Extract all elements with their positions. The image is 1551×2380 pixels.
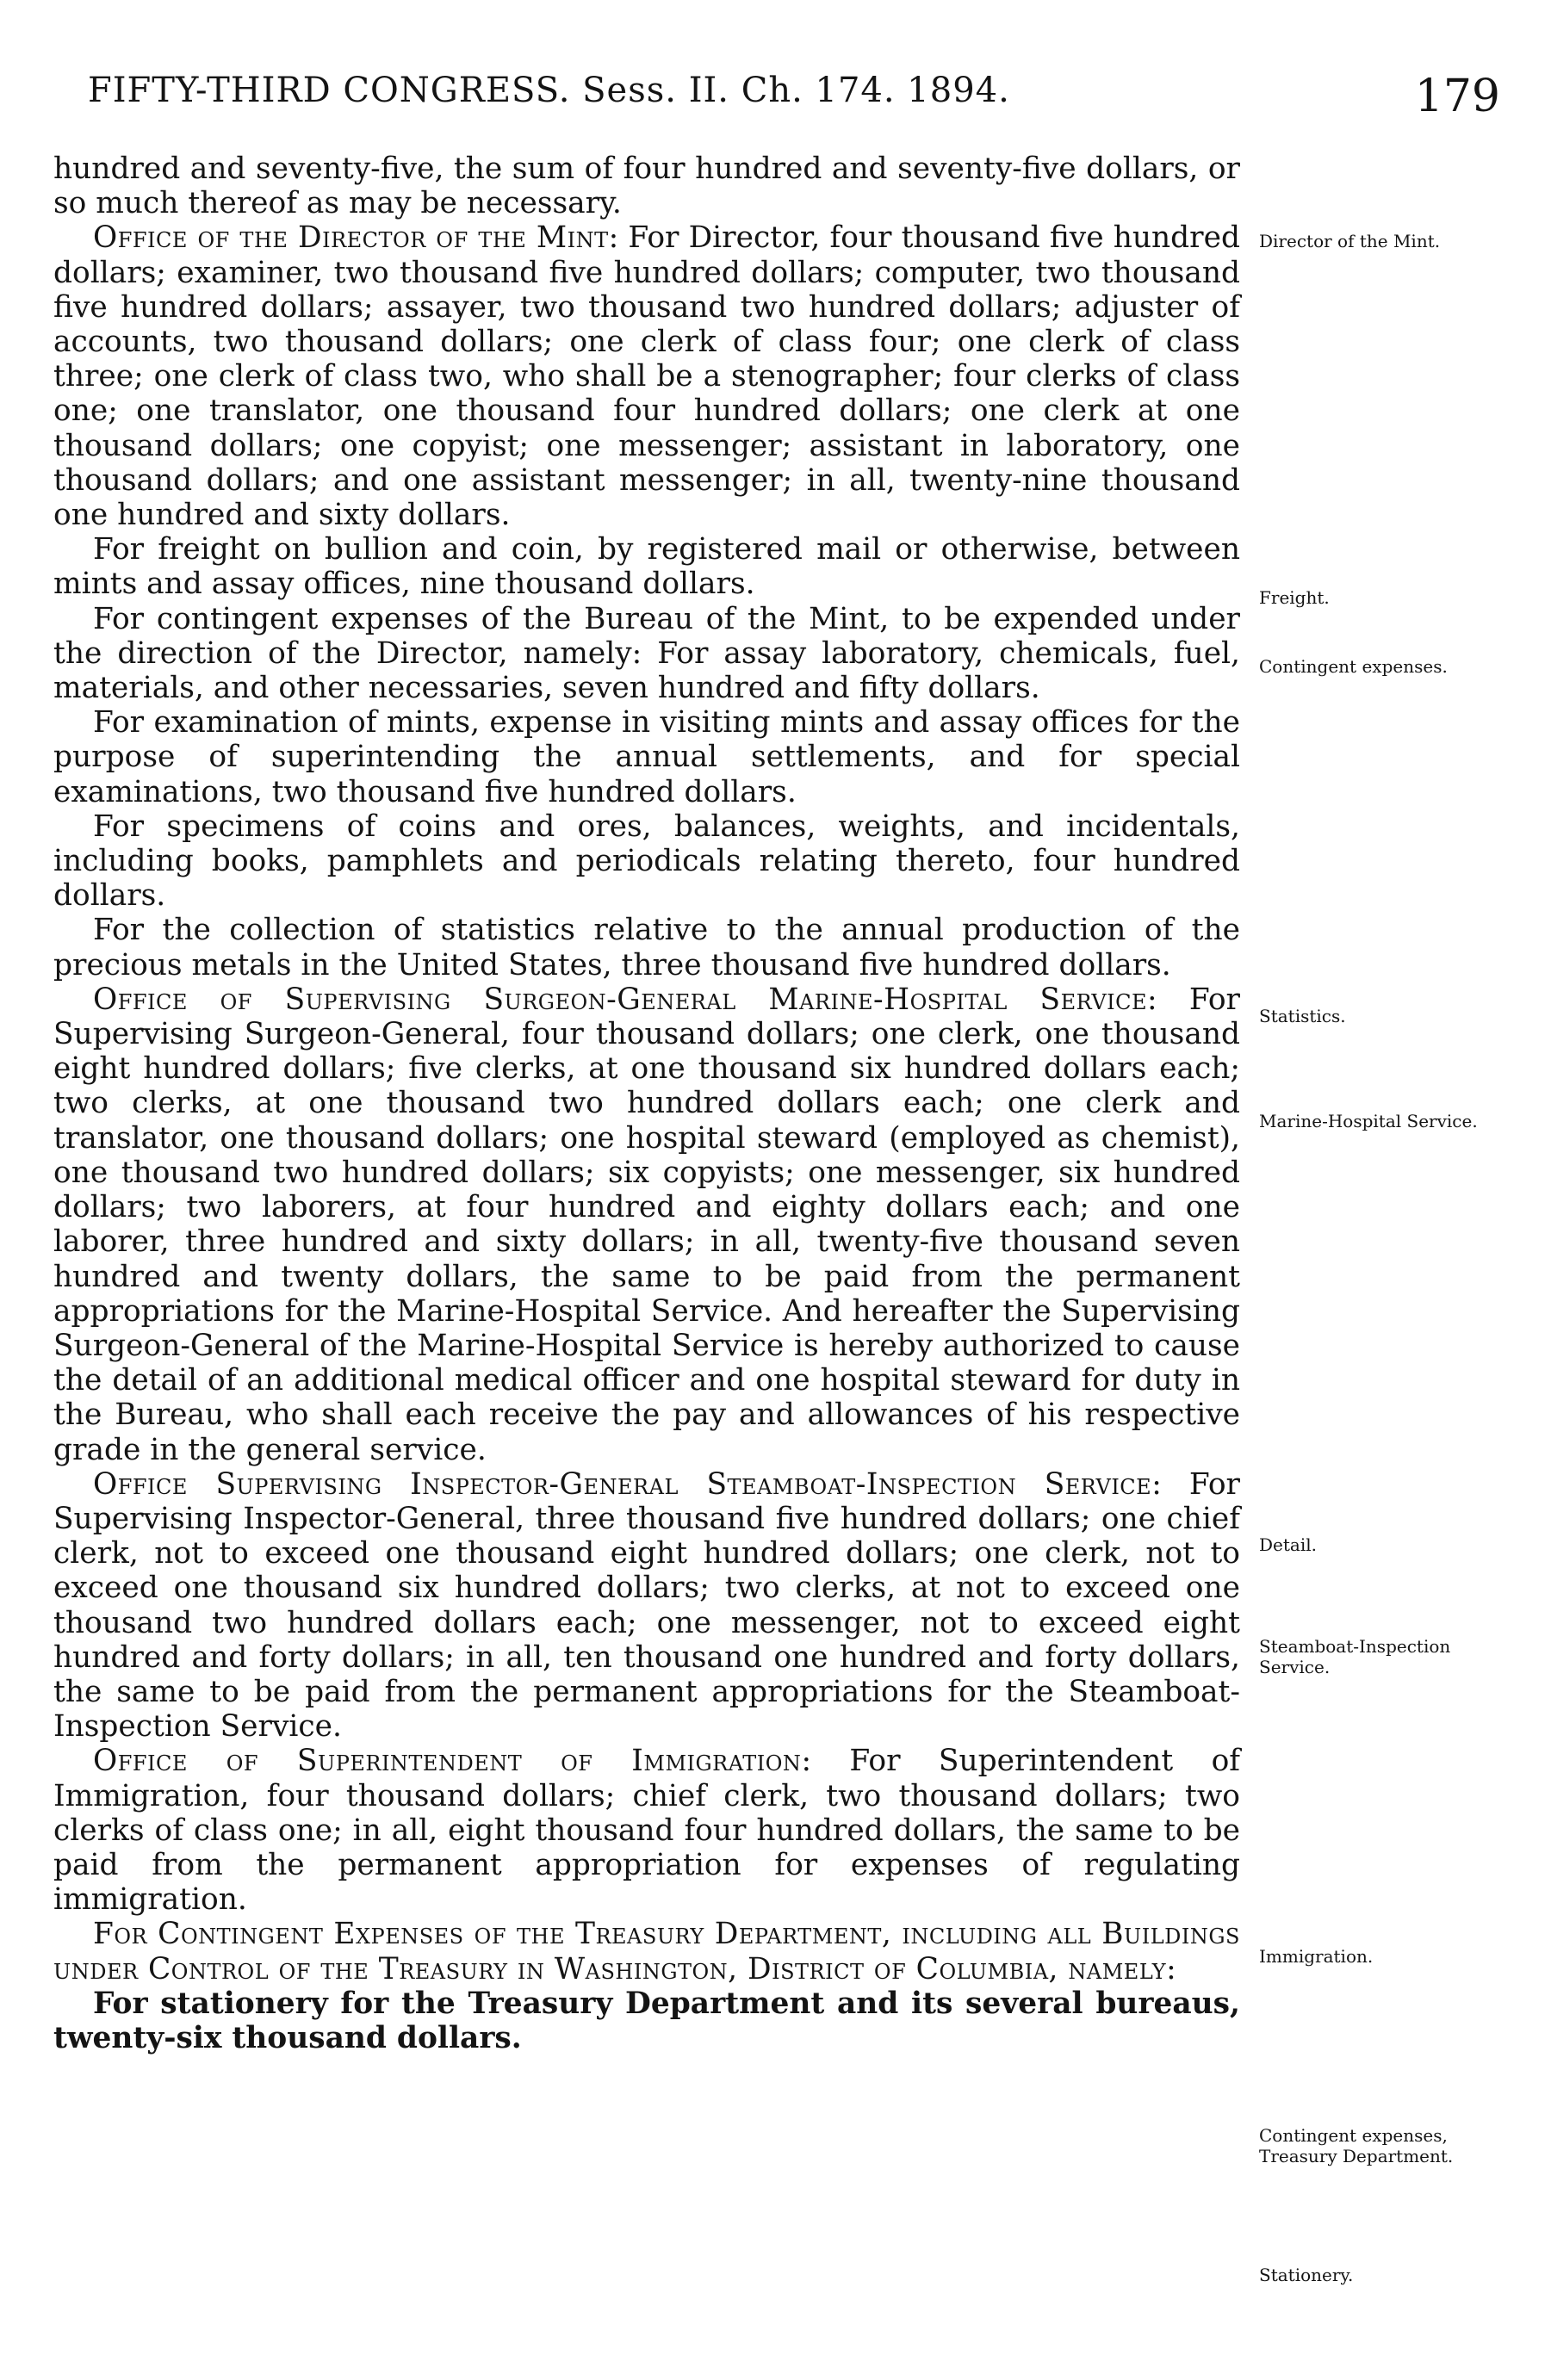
margin-note: Marine-Hospital Service. (1259, 1111, 1478, 1131)
paragraph-text: hundred and seventy-five, the sum of four hundred and seventy-five dollars, or so much thereof as may be necessary. (53, 152, 1240, 221)
section-heading: For Contingent Expenses of the Treasury Department, including all Buildings under Control of the Treasury in Washington, District of Columbia, namely (53, 1917, 1240, 1986)
paragraph-text: For stationery for the Treasury Department and its several bureaus, twenty-six thousand dollars. (53, 1986, 1240, 2055)
paragraph (53, 602, 1240, 706)
paragraph (53, 809, 1240, 914)
margin-note: Stationery. (1259, 2265, 1354, 2285)
paragraph (53, 982, 1240, 1467)
paragraph-text: : For Director, four thousand five hundred dollars; examiner, two thousand five hundred dollars; computer, two thousand five hundred dollars; assayer, two thousand two hundred dollars; adjuster of accounts, two thousand dollars; one clerk of class four; one clerk of class three; one clerk of class two, who shall be a stenographer; four clerks of class one; one translator, one thousand four hundred dollars; one clerk at one thousand dollars; one copyist; one messenger; assistant in laboratory, one thousand dollars; and one assistant messenger; in all, twenty-nine thousand one hundred and sixty dollars. (53, 220, 1240, 533)
paragraph-text: For examination of mints, expense in visiting mints and assay offices for the purpose of superintending the annual settlements, and for special examinations, two thousand five hundred dollars. (53, 705, 1240, 809)
paragraph (53, 705, 1240, 809)
margin-note: Detail. (1259, 1534, 1317, 1555)
paragraph-text: : (1166, 1951, 1176, 1986)
paragraph (53, 1744, 1240, 1917)
section-heading: Office Supervising Inspector-General Steamboat-Inspection Service (93, 1466, 1152, 1502)
paragraph-text: For contingent expenses of the Bureau of the Mint, to be expended under the direction of the Director, namely: For assay laboratory, chemicals, fuel, materials, and other necessaries, seven hundred and fifty dollars. (53, 601, 1240, 706)
margin-note: Statistics. (1259, 1006, 1346, 1026)
paragraph (53, 913, 1240, 982)
page-header (53, 62, 1500, 131)
section-heading: Office of the Director of the Mint (93, 220, 609, 256)
paragraph-text: For the collection of statistics relative to the annual production of the precious metals in the United States, three thousand five hundred dollars. (53, 913, 1240, 982)
margin-note: Steamboat-Inspection Service. (1259, 1636, 1451, 1677)
margin-note: Contingent expenses, Treasury Department. (1259, 2125, 1454, 2166)
paragraph (53, 1917, 1240, 1986)
running-head: FIFTY-THIRD CONGRESS. Sess. II. Ch. 174. 1894. (88, 71, 1010, 110)
paragraph (53, 1986, 1240, 2055)
paragraph-text: For freight on bullion and coin, by registered mail or otherwise, between mints and assay offices, nine thousand dollars. (53, 532, 1240, 602)
paragraph-text: : For Supervising Surgeon-General, four thousand dollars; one clerk, one thousand eight hundred dollars; five clerks, at one thousand six hundred dollars each; two clerks, at one thousand two hundred dollars each; one clerk and translator, one thousand dollars; one hospital steward (employed as chemist), one thousand two hundred dollars; six copyists; one messenger, six hundred dollars; two laborers, at four hundred and eighty dollars each; and one laborer, three hundred and sixty dollars; in all, twenty-five thousand seven hundred and twenty dollars, the same to be paid from the permanent appropriations for the Marine-Hospital Service. And hereafter the Supervising Surgeon-General of the Marine-Hospital Service is hereby authorized to cause the detail of an additional medical officer and one hospital steward for duty in the Bureau, who shall each receive the pay and allowances of his respective grade in the general service. (53, 982, 1240, 1467)
paragraph (53, 152, 1240, 220)
margin-note: Director of the Mint. (1259, 231, 1441, 251)
page-number: 179 (1414, 71, 1500, 122)
margin-note: Freight. (1259, 587, 1330, 608)
section-heading: Office of Superintendent of Immigration (93, 1744, 802, 1779)
section-heading: Office of Supervising Surgeon-General Marine-Hospital Service (93, 982, 1148, 1017)
paragraph-text: For specimens of coins and ores, balances, weights, and incidentals, including books, pamphlets and periodicals relating thereto, four hundred dollars. (53, 809, 1240, 914)
paragraph (53, 532, 1240, 601)
margin-note: Immigration. (1259, 1946, 1374, 1967)
paragraph (53, 1467, 1240, 1745)
paragraph-text: : For Superintendent of Immigration, four thousand dollars; chief clerk, two thousand dollars; two clerks of class one; in all, eight thousand four hundred dollars, the same to be paid from the permanent appropriation for expenses of regulating immigration. (53, 1744, 1241, 1918)
body-text (53, 152, 1240, 2055)
margin-note: Contingent expenses. (1259, 656, 1448, 677)
paragraph (53, 220, 1240, 532)
paragraph-text: : For Supervising Inspector-General, three thousand five hundred dollars; one chief clerk, not to exceed one thousand eight hundred dollars; one clerk, not to exceed one thousand six hundred dollars; two clerks, at not to exceed one thousand two hundred dollars each; one messenger, not to exceed eight hundred and forty dollars; in all, ten thousand one hundred and forty dollars, the same to be paid from the permanent appropriations for the Steamboat-Inspection Service. (53, 1466, 1240, 1745)
